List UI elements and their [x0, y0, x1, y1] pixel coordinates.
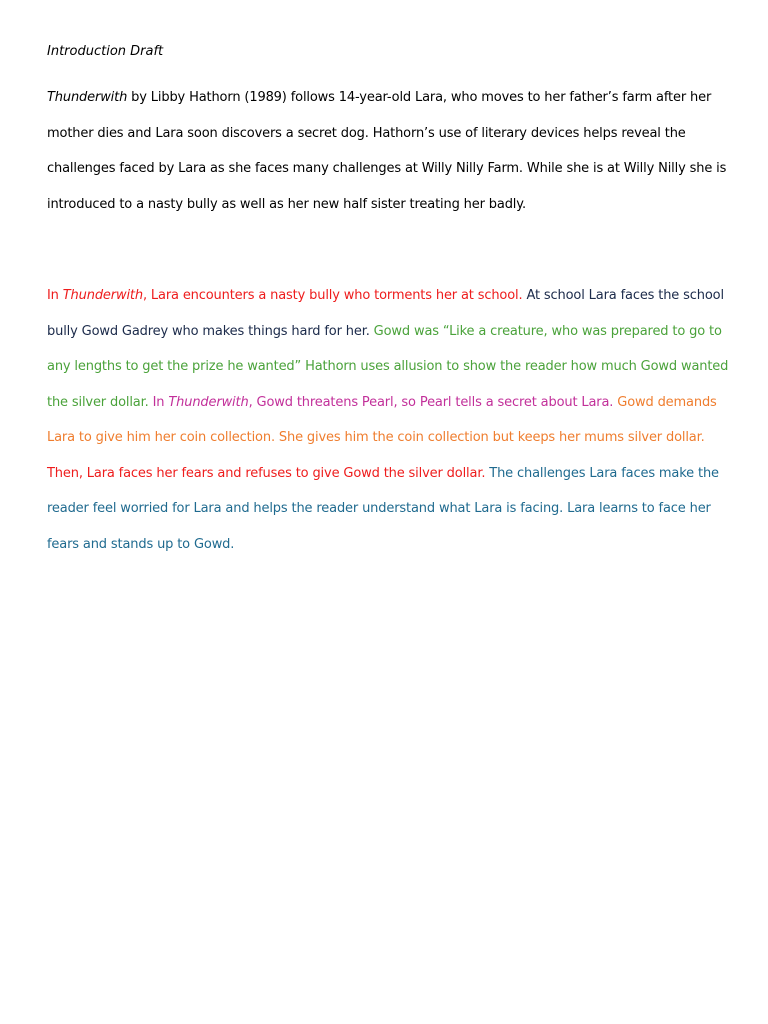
- text-line: mother dies and Lara soon discovers a secret dog. Hathorn’s use of literary devices helps reveal the: [47, 125, 686, 141]
- body-paragraph: [47, 278, 727, 562]
- topic-sentence: [47, 288, 522, 303]
- text-line: challenges faced by Lara as she faces many challenges at Willy Nilly Farm. While she is at Willy Nilly she is: [47, 161, 727, 176]
- explanation-sentence: At school Lara faces the school: [522, 288, 724, 303]
- text-run: In: [148, 394, 169, 410]
- evidence-sentence: the silver dollar.: [47, 394, 149, 410]
- book-title: Thunderwith: [168, 394, 249, 410]
- intro-paragraph: [47, 80, 727, 222]
- detail-line: Lara to give him her coin collection. She gives him the coin collection but keeps her mums silver dollar.: [47, 430, 705, 445]
- explanation-sentence: bully Gowd Gadrey who makes things hard for her.: [47, 323, 370, 339]
- book-title: Thunderwith: [47, 90, 128, 105]
- text-line: [47, 278, 727, 314]
- link-line: reader feel worried for Lara and helps the reader understand what Lara is facing. Lara learns to face her: [47, 501, 711, 516]
- text-line: introduced to a nasty bully as well as her new half sister treating her badly.: [47, 196, 526, 212]
- text-line: [47, 80, 727, 116]
- evidence-line: any lengths to get the prize he wanted” Hathorn uses allusion to show the reader how much Gowd wanted: [47, 359, 729, 374]
- link-sentence: The challenges Lara faces make the: [485, 465, 719, 481]
- text-run: by Libby Hathorn (1989) follows 14-year-old Lara, who moves to her father’s farm after her: [127, 90, 712, 105]
- book-title: Thunderwith: [62, 288, 143, 303]
- text-line: [47, 385, 727, 421]
- evidence-sentence: Gowd was “Like a creature, who was prepared to go to: [369, 323, 722, 339]
- detail-sentence: Gowd demands: [613, 394, 717, 410]
- document-title: Introduction Draft: [47, 44, 164, 59]
- example-sentence: [149, 395, 614, 410]
- topic-sentence: Then, Lara faces her fears and refuses to give Gowd the silver dollar.: [47, 465, 486, 481]
- text-line: [47, 456, 727, 492]
- link-line: fears and stands up to Gowd.: [47, 536, 235, 552]
- text-run: In: [47, 288, 63, 303]
- text-run: , Lara encounters a nasty bully who torments her at school.: [142, 288, 523, 303]
- text-run: , Gowd threatens Pearl, so Pearl tells a secret about Lara.: [248, 394, 614, 410]
- text-line: [47, 314, 727, 350]
